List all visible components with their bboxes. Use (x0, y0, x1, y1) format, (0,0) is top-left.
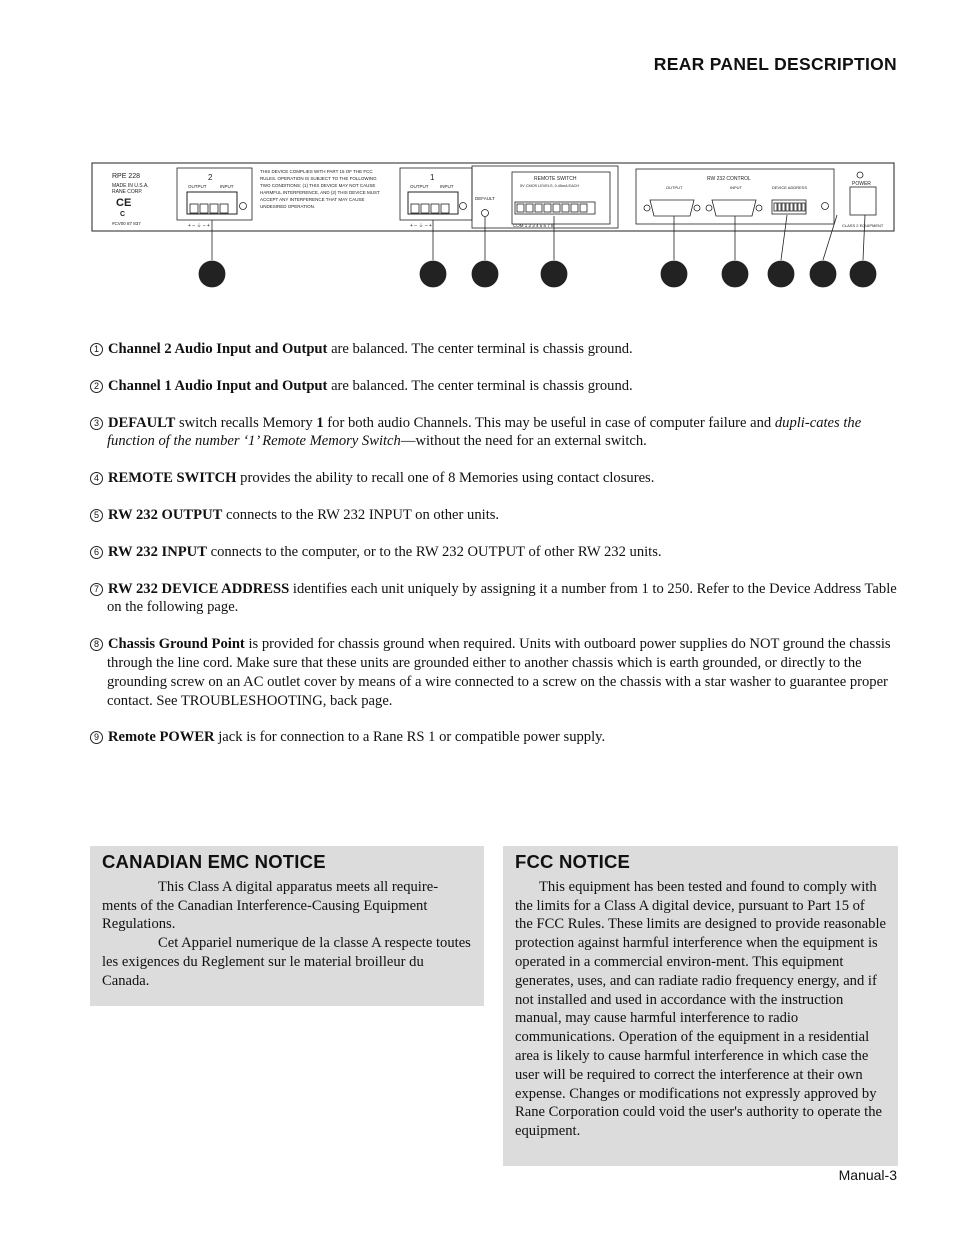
canadian-notice-p2: Cet Appariel numerique de la classe A respecte toutes les exigences du Reglement sur le material broilleur du Canada. (102, 935, 471, 989)
made-in-label: MADE IN U.S.A. (112, 183, 149, 189)
fcc-notice (503, 846, 898, 1166)
fcc-notice-title: FCC NOTICE (515, 851, 631, 872)
svg-text:4: 4 (549, 265, 559, 284)
ch2-label: 2 (208, 173, 213, 182)
canadian-notice-p1: This Class A digital apparatus meets all require-ments of the Canadian Interference-Causing Equipment Regulations. (102, 878, 439, 933)
fcc-notice-p1: This equipment has been tested and found to comply with the limits for a Class A digital device, pursuant to Part 15 of the FCC Rules. These limits are designed to provide reasonable protection against harmful interference when the equipment is operated in a commercial environ-ment. This equipment generates, uses, and can radiate radio frequency energy, and if not installed and used in accordance with the instruction manual, may cause harmful interference to radio communications. Operation of the equipment in a residential area is likely to cause harmful interference in which case the user will be required to correct the interference at their own expense. Changes or modifications not expressly approved by Rane Corporation could void the user's authority to operate the equipment. (515, 878, 886, 1140)
svg-text:2: 2 (428, 265, 438, 284)
list-item: 6 RW 232 INPUT connects to the computer, or to the RW 232 OUTPUT of other RW 232 units. (90, 543, 900, 562)
svg-text:7: 7 (776, 265, 786, 284)
page-number: Manual-3 (838, 1167, 897, 1183)
page-title: REAR PANEL DESCRIPTION (653, 54, 897, 74)
list-item: 4 REMOTE SWITCH provides the ability to recall one of 8 Memories using contact closures. (90, 469, 900, 488)
list-item: 1 Channel 2 Audio Input and Output are balanced. The center terminal is chassis ground. (90, 340, 900, 359)
default-label: DEFAULT (475, 196, 495, 201)
list-item: 9 Remote POWER jack is for connection to a Rane RS 1 or compatible power supply. (90, 728, 900, 747)
canadian-emc-notice (90, 846, 484, 1006)
feature-list (90, 340, 900, 765)
svg-text:5: 5 (669, 265, 679, 284)
rw-input-label: INPUT (730, 185, 742, 190)
list-item: 3 DEFAULT switch recalls Memory 1 for both audio Channels. This may be useful in case of computer failure and dupli-cates the function of the number ‘1’ Remote Memory Switch—without the need for an external switch. (90, 414, 900, 452)
svg-text:6: 6 (730, 265, 740, 284)
canadian-notice-title: CANADIAN EMC NOTICE (102, 851, 326, 872)
rw-title: RW 232 CONTROL (707, 176, 751, 182)
default-switch (482, 210, 489, 217)
svg-text:+ – ⏚ – +: + – ⏚ – + (410, 223, 432, 229)
compliance-text: THIS DEVICE COMPLIES WITH PART 15 OF THE FCC RULES. OPERATION IS SUBJECT TO THE FOLLOWING TWO CONDITIONS: (1) THIS DEVICE MAY NOT CAUSE HARMFUL INTERFERENCE, AND (2) THIS DEVICE MUST ACCEPT ANY INTERFERENCE THAT MAY CAUSE UNDESIRED OPERATION. (260, 169, 380, 209)
remote-switch-title: REMOTE SWITCH (534, 176, 577, 182)
ce-mark: CE (116, 197, 132, 209)
class2-label: CLASS 2 EQUIPMENT (842, 223, 884, 228)
model-label: RPE 228 (112, 173, 141, 180)
patent-label: #CV00 87 837 (112, 221, 141, 226)
ch2-input-label: INPUT (220, 184, 234, 189)
ch1-label: 1 (430, 173, 435, 182)
ch1-output-label: OUTPUT (410, 184, 429, 189)
list-item: 5 RW 232 OUTPUT connects to the RW 232 INPUT on other units. (90, 506, 900, 525)
svg-text:9: 9 (858, 265, 868, 284)
ch1-input-label: INPUT (440, 184, 454, 189)
svg-text:3: 3 (480, 265, 490, 284)
remote-switch-sub: 5V CMOS LEVELS, 0.45mA EACH (520, 184, 580, 188)
list-item: 8 Chassis Ground Point is provided for chassis ground when required. Units with outboard power supplies do NOT ground the chassis through the line cord. Make sure that these units are grounded either to another chassis which is earth grounded, or directly to the grounding screw on an AC outlet cover by means of a wire connected to a screw on the chassis with a star washer to guarantee proper contact. See TROUBLESHOOTING, back page. (90, 635, 900, 710)
power-label: POWER (852, 181, 871, 187)
device-address-label: DEVICE ADDRESS (772, 185, 808, 190)
svg-text:1: 1 (207, 265, 217, 284)
list-item: 2 Channel 1 Audio Input and Output are balanced. The center terminal is chassis ground. (90, 377, 900, 396)
maker-label: RANE CORP. (112, 189, 143, 195)
c-mark: C (120, 211, 126, 218)
svg-text:+ – ⏚ – +: + – ⏚ – + (188, 223, 210, 229)
remote-switch-pins: COM 1 2 3 4 5 6 7 8 (513, 223, 554, 228)
rw-output-label: OUTPUT (666, 185, 683, 190)
list-item: 7 RW 232 DEVICE ADDRESS identifies each unit uniquely by assigning it a number from 1 to 250. Refer to the Device Address Table on the following page. (90, 580, 900, 618)
rear-panel-diagram (90, 160, 896, 295)
callouts (199, 261, 876, 287)
svg-text:8: 8 (818, 265, 828, 284)
ch2-output-label: OUTPUT (188, 184, 207, 189)
